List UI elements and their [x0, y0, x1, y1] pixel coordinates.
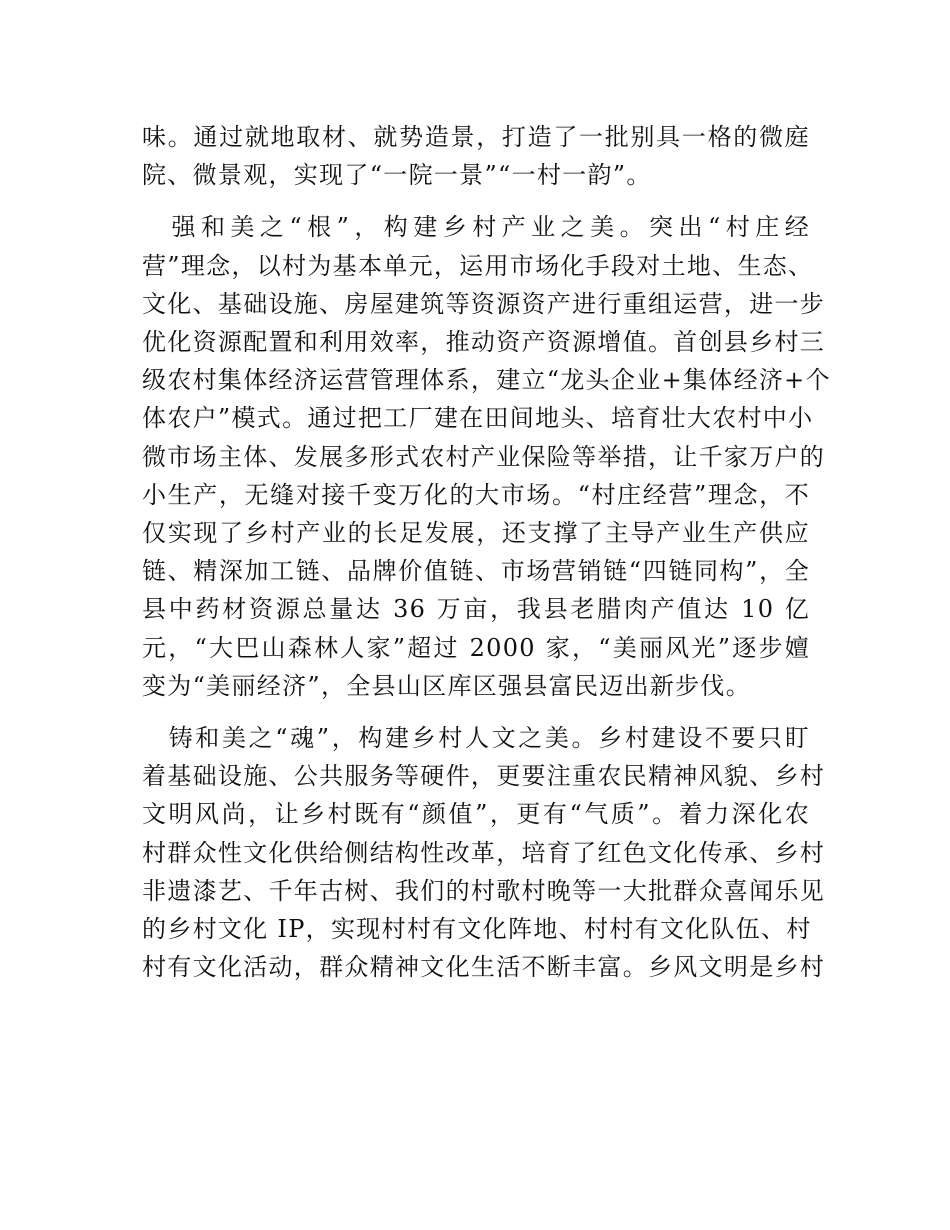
- paragraph-3: [142, 719, 826, 986]
- text-line: 着基础设施、公共服务等硬件，更要注重农民精神风貌、乡村: [142, 762, 826, 791]
- text-line: 变为“美丽经济”，全县山区库区强县富民迈出新步伐。: [142, 671, 752, 700]
- text-line: 铸和美之“魂”，构建乡村人文之美。乡村建设不要只盯: [142, 724, 810, 753]
- text-line: 的乡村文化 IP，实现村村有文化阵地、村村有文化队伍、村: [142, 915, 812, 944]
- text-line: 村有文化活动，群众精神文化生活不断丰富。乡风文明是乡村: [142, 953, 826, 982]
- paragraph-1: [142, 118, 810, 194]
- text-line: 微市场主体、发展多形式农村产业保险等举措，让千家万户的: [142, 442, 826, 471]
- text-line: 文化、基础设施、房屋建筑等资源资产进行重组运营，进一步: [142, 289, 826, 318]
- text-line: 营”理念，以村为基本单元，运用市场化手段对土地、生态、: [142, 251, 814, 280]
- text-line: 味。通过就地取材、就势造景，打造了一批别具一格的微庭: [142, 123, 810, 151]
- text-line: 强和美之“根”，构建乡村产业之美。突出“村庄经: [142, 213, 810, 242]
- text-line: 链、精深加工链、品牌价值链、市场营销链“四链同构”，全: [142, 557, 810, 586]
- text-line: 元，“大巴山森林人家”超过 2000 家，“美丽风光”逐步嬗: [142, 633, 810, 662]
- paragraph-2: [142, 208, 831, 705]
- text-line: 文明风尚，让乡村既有“颜值”，更有“气质”。着力深化农: [142, 800, 810, 829]
- document-body: [142, 118, 831, 1000]
- text-line: 非遗漆艺、千年古树、我们的村歌村晚等一大批群众喜闻乐见: [142, 876, 826, 905]
- text-line: 院、微景观，实现了“一院一景”“一村一韵”。: [142, 161, 652, 190]
- text-line: 仅实现了乡村产业的长足发展，还支撑了主导产业生产供应: [142, 519, 810, 548]
- text-line: 县中药材资源总量达 36 万亩，我县老腊肉产值达 10 亿: [142, 595, 810, 624]
- text-line: 优化资源配置和利用效率，推动资产资源增值。首创县乡村三: [142, 328, 826, 357]
- text-line: 级农村集体经济运营管理体系，建立“龙头企业+集体经济+个: [142, 366, 831, 395]
- text-line: 小生产，无缝对接千变万化的大市场。“村庄经营”理念，不: [142, 480, 810, 509]
- text-line: 体农户”模式。通过把工厂建在田间地头、培育壮大农村中小: [142, 404, 814, 433]
- text-line: 村群众性文化供给侧结构性改革，培育了红色文化传承、乡村: [142, 838, 826, 867]
